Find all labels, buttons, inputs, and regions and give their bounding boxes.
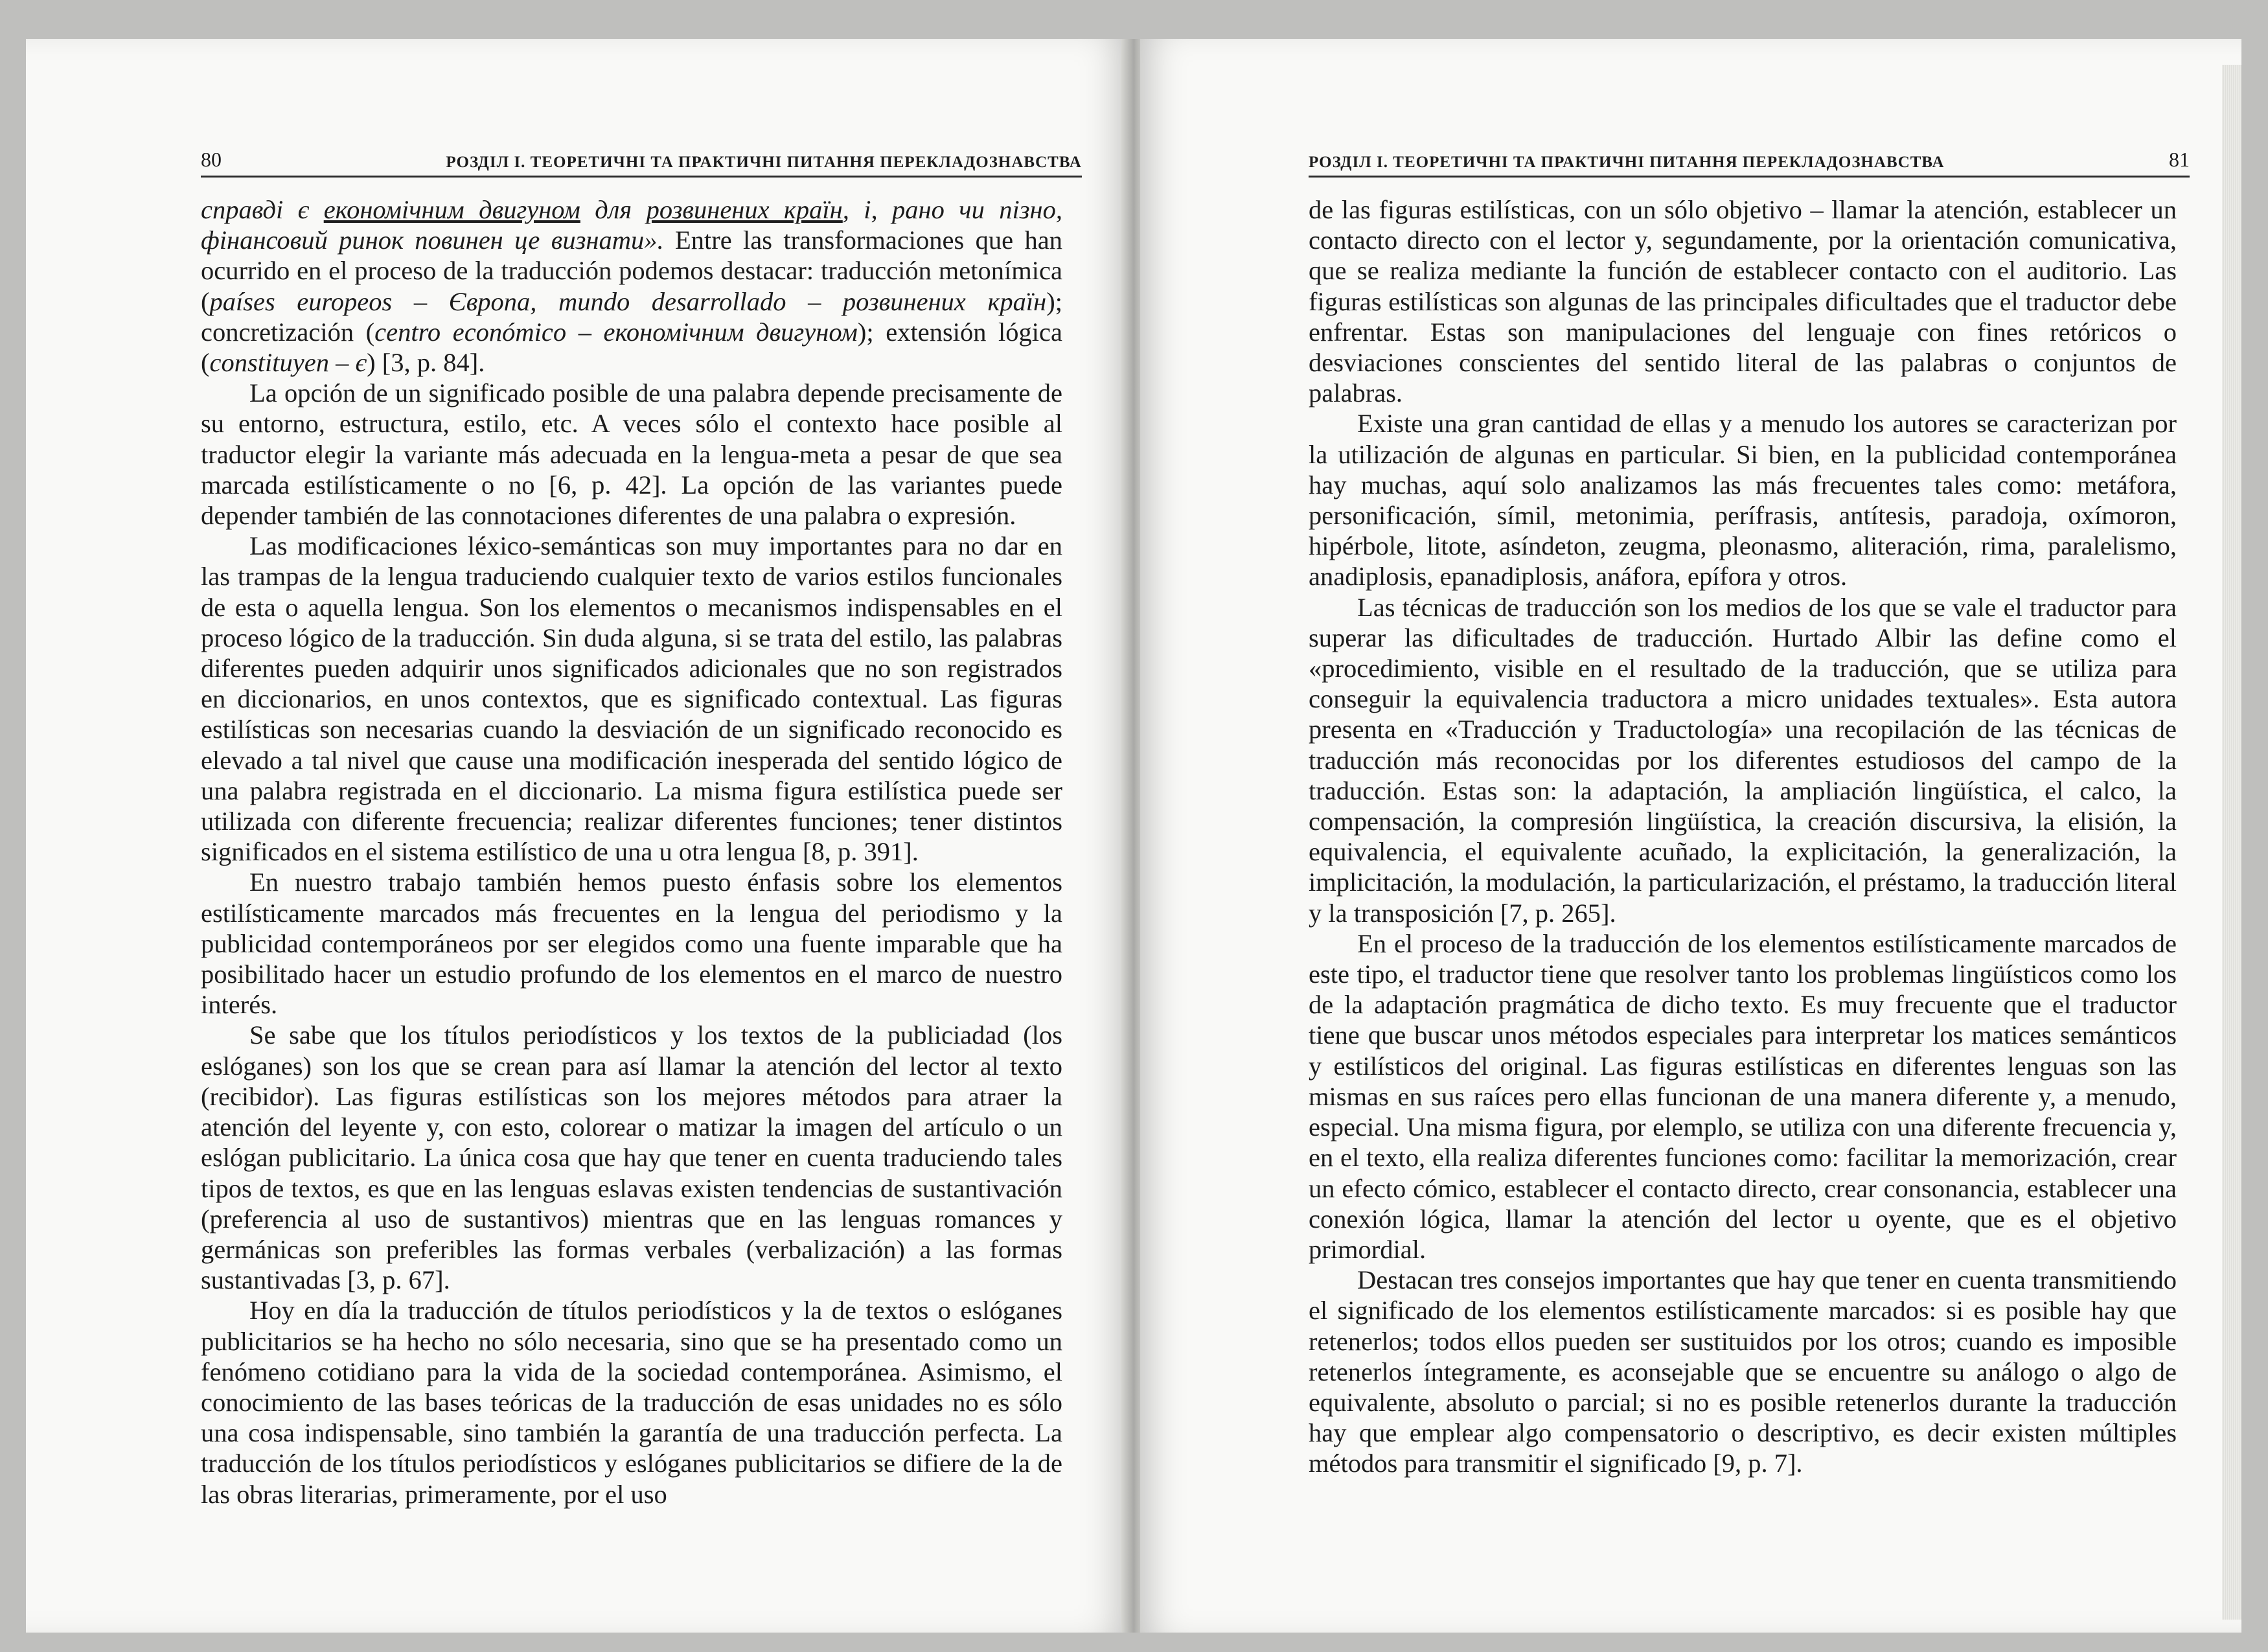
left-paragraph-4: Se sabe que los títulos periodísticos y los textos de la publiciadad (los eslóganes) son los que se crean para así llamar la atención del lector al texto (recibidor). Las figuras estilísticas son los mejores métodos para atraer la atención del leyente y, con esto, colorear o matizar la imagen del artículo o un eslógan publicitario. La única cosa que hay que tener en cuenta traduciendo tales tipos de textos, es que en las lenguas eslavas existen tendencias de sustantivación (preferencia al uso de sustantivos) mientras que en las lenguas romances y germánicas son preferibles las formas verbales (verbalización) a las formas sustantivadas [3, p. 67]. [201,1020,1062,1295]
left-paragraph-3: En nuestro trabajo también hemos puesto énfasis sobre los elementos estilísticamente marcados más frecuentes en la lengua del periodismo y la publicidad contemporáneos por ser elegidos como una fuente imparable que ha posibilitado hacer un estudio profundo de los elementos en el marco de nuestro interés. [201,867,1062,1020]
right-paragraph-4: Destacan tres consejos importantes que hay que tener en cuenta transmitiendo el significado de los elementos estilísticamente marcados: si es posible hay que retenerlos; todos ellos pueden ser sustituidos por los otros; cuando es imposible retenerlos íntegramente, es aconsejable que se encuentre su análogo o algo de equivalente, absoluto o parcial; si no es posible retenerlos durante la traducción hay que emplear algo compensatorio o descriptivo, es decir existen múltiples métodos para transmitir el significado [9, p. 7]. [1309,1265,2177,1478]
right-running-head [1309,143,2190,178]
text-run: ) [3, p. 84]. [367,348,485,378]
right-page [1140,39,2241,1633]
text-run: ); concretización ( [201,286,1062,347]
left-paragraph-0 [201,194,1062,378]
left-page-number: 80 [201,148,222,171]
ua-quote-3: , і, рано чи пізно, фінансовий ринок повинен це визнати». [201,195,1062,255]
text-run: ); extensión lógica ( [201,317,1062,378]
right-body-text [1309,194,2177,1479]
right-paragraph-3: En el proceso de la traducción de los elementos estilísticamente marcados de este tipo, el traductor tiene que resolver tanto los problemas lingüísticos como los de la adaptación pragmática de dicho texto. Es muy frecuente que el traductor tiene que buscar unos métodos especiales para interpretar los matices semánticos y estilísticos del original. Las figuras estilísticas en diferentes lenguas son las mismas en sus raíces pero ellas funcionan de una manera diferente y, a menudo, especial. Una misma figura, por elemplo, se utiliza con una diferente frecuencia y, en el texto, ella realiza diferentes funciones como: facilitar la memorización, crear un efecto cómico, establecer el contacto directo, crear consonancia, establecer una conexión lógica, llamar la atención del lector u oyente, que es el objetivo primordial. [1309,928,2177,1264]
right-paragraph-2: Las técnicas de traducción son los medios de los que se vale el traductor para superar las dificultades de traducción. Hurtado Albir las define como el «procedimiento, visible en el resultado de la traducción, que se utiliza para conseguir la equivalencia traductora a micro unidades textuales». Esta autora presenta en «Traducción y Traductología» una recopilación de las técnicas de traducción más reconocidas por los diferentes estudiosos del campo de la traducción. Estas son: la adaptación, la ampliación lingüística, el calco, la compensación, la compresión lingüística, la creación discursiva, la elisión, la equivalencia, el equivalente acuñado, la explicitación, la generalización, la implicitación, la modulación, la particularización, el préstamo, la traducción literal y la transposición [7, p. 265]. [1309,592,2177,928]
example-italic-3: constituyen – є [209,348,367,378]
right-page-number: 81 [2169,148,2190,171]
ua-quote-2: для [580,195,647,224]
ua-quote-underlined-1: економічним двигуном [323,195,580,224]
example-italic-1: países europeos – Європа, mundo desarrollado – розвинених країн [209,286,1047,316]
left-paragraph-1: La opción de un significado posible de una palabra depende precisamente de su entorno, estructura, estilo, etc. A veces sólo el contexto hace posible al traductor elegir la variante más adecuada en la lengua-meta a pesar de que sea marcada estilísticamente o no [6, p. 42]. La opción de las variantes puede depender también de las connotaciones diferentes de una palabra o expresión. [201,378,1062,531]
page-block-edge [2222,65,2241,1620]
right-paragraph-1: Existe una gran cantidad de ellas y a menudo los autores se caracterizan por la utilización de algunas en particular. Si bien, en la publicidad contemporánea hay muchas, aquí solo analizamos las más frecuentes tales como: metáfora, personificación, símil, metonimia, perífrasis, antítesis, paradoja, oxímoron, hipérbole, litote, asíndeton, zeugma, pleonasmo, aliteración, rima, paralelismo, anadiplosis, epanadiplosis, anáfora, epífora y otros. [1309,409,2177,591]
left-running-head-title: РОЗДІЛ І. ТЕОРЕТИЧНІ ТА ПРАКТИЧНІ ПИТАННЯ ПЕРЕКЛАДОЗНАВСТВА [446,154,1082,171]
ua-quote-underlined-2: розвинених країн [646,195,843,224]
left-paragraph-2: Las modificaciones léxico-semánticas son muy importantes para no dar en las trampas de la lengua traduciendo cualquier texto de varios estilos funcionales de esta o aquella lengua. Son los elementos o mecanismos indispensables en el proceso lógico de la traducción. Sin duda alguna, si se trata del estilo, las palabras diferentes pueden adquirir unos significados adicionales que no son registrados en diccionarios, en unos contextos, que es significado contextual. Las figuras estilísticas son necesarias cuando la desviación de un significado reconocido es elevado a tal nivel que cause una modificación inesperada del sentido lógico de una palabra registrada en el diccionario. La misma figura estilística puede ser utilizada con diferente frecuencia; realizar diferentes funciones; tener distintos significados en el sistema estilístico de una u otra lengua [8, p. 391]. [201,531,1062,867]
left-paragraph-5: Hoy en día la traducción de títulos periodísticos y la de textos o eslóganes publicitarios se ha hecho no sólo necesaria, sino que se ha presentado como un fenómeno cotidiano para la vida de la sociedad contemporánea. Asimismo, el conocimiento de las bases teóricas de la traducción de esas unidades no es sólo una cosa indispensable, sino también la garantía de una traducción perfecta. La traducción de los títulos periodísticos y eslóganes publicitarios se difiere de la de las obras literarias, primeramente, por el uso [201,1296,1062,1509]
ua-quote-1: справді є [201,195,324,224]
left-running-head [201,143,1082,178]
left-page [26,39,1127,1633]
right-running-head-title: РОЗДІЛ І. ТЕОРЕТИЧНІ ТА ПРАКТИЧНІ ПИТАННЯ ПЕРЕКЛАДОЗНАВСТВА [1309,154,1945,171]
open-book [26,39,2241,1633]
text-run: Entre las transformaciones que han ocurrido en el proceso de la traducción podemos destacar: traducción metonímica ( [201,225,1062,316]
example-italic-2: centro económico – економічним двигуном [374,317,858,347]
left-body-text [201,194,1062,1509]
right-paragraph-0: de las figuras estilísticas, con un sólo objetivo – llamar la atención, establecer un contacto directo con el lector y, segundamente, por la orientación comunicativa, que se realiza mediante la función de establecer contacto con el auditorio. Las figuras estilísticas son algunas de las principales dificultades que el traductor debe enfrentar. Estas son manipulaciones del lenguaje con fines retóricos o desviaciones conscientes del sentido literal de las palabras o conjuntos de palabras. [1309,195,2177,408]
